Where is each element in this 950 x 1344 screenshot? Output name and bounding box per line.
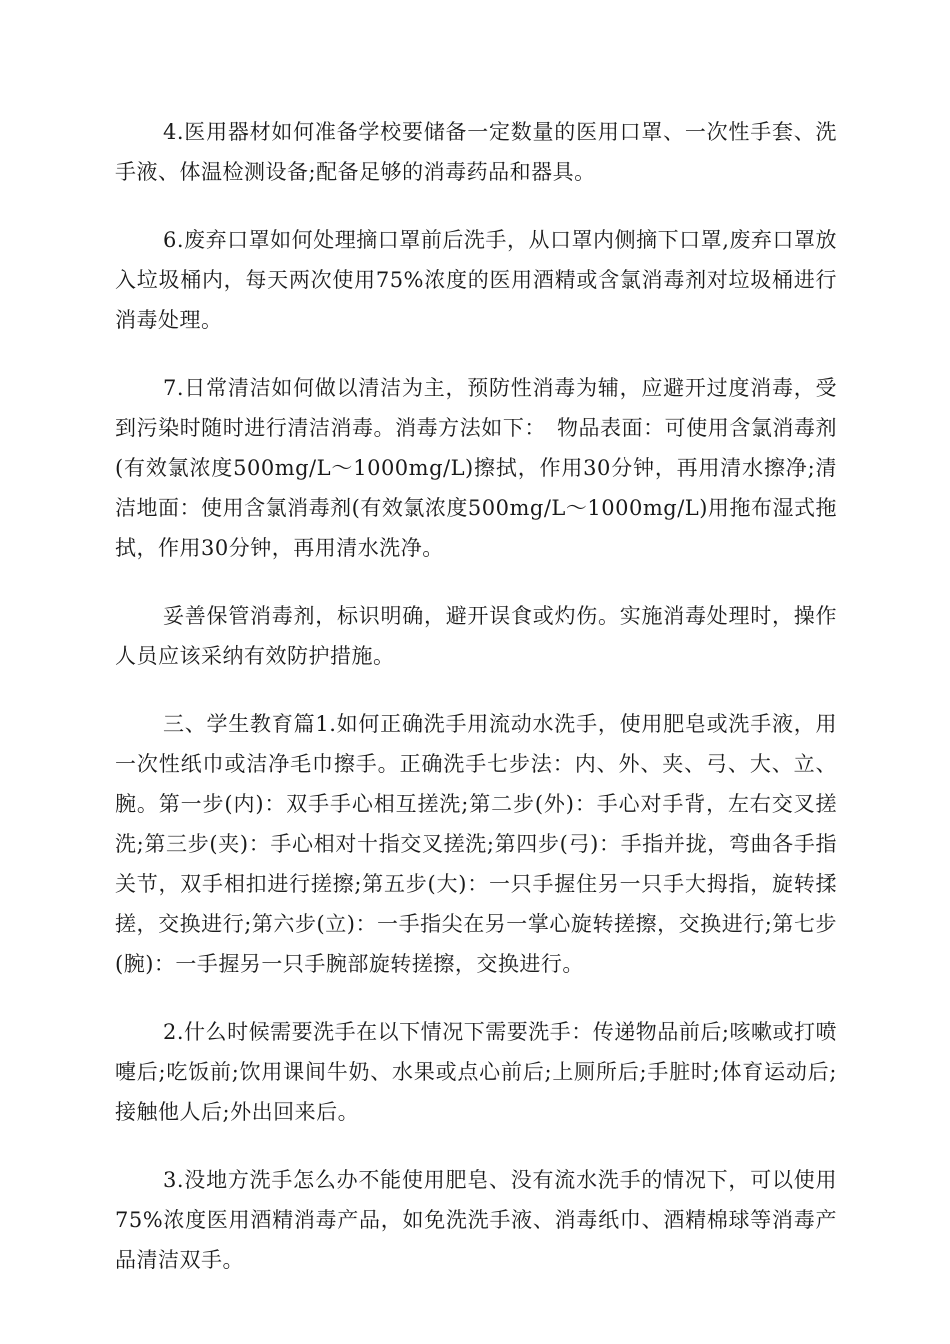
paragraph-handwashing-steps: 三、学生教育篇1.如何正确洗手用流动水洗手，使用肥皂或洗手液，用一次性纸巾或洁净毛巾擦手。正确洗手七步法：内、外、夹、弓、大、立、腕。第一步(内)：双手手心相互搓洗;第二步(外)：手心对手背，左右交叉搓洗;第三步(夹)：手心相对十指交叉搓洗;第四步(弓)：手指并拢，弯曲各手指关节，双手相扣进行搓擦;第五步(大)：一只手握住另一只手大拇指，旋转揉搓，交换进行;第六步(立)：一手指尖在另一掌心旋转搓擦，交换进行;第七步(腕)：一手握另一只手腕部旋转搓擦，交换进行。 (115, 712, 837, 976)
document-page (115, 112, 837, 1308)
paragraph-daily-cleaning: 7.日常清洁如何做以清洁为主，预防性消毒为辅，应避开过度消毒，受到污染时随时进行清洁消毒。消毒方法如下： 物品表面：可使用含氯消毒剂(有效氯浓度500mg/L～1000mg/L)擦拭，作用30分钟，再用清水擦净;清洁地面：使用含氯消毒剂(有效氯浓度500mg/L～1000mg/L)用拖布湿式拖拭，作用30分钟，再用清水洗净。 (115, 376, 837, 560)
paragraph-no-water: 3.没地方洗手怎么办不能使用肥皂、没有流水洗手的情况下，可以使用75%浓度医用酒精消毒产品，如免洗洗手液、消毒纸巾、酒精棉球等消毒产品清洁双手。 (115, 1168, 837, 1272)
paragraph-mask-disposal: 6.废弃口罩如何处理摘口罩前后洗手，从口罩内侧摘下口罩,废弃口罩放入垃圾桶内，每天两次使用75%浓度的医用酒精或含氯消毒剂对垃圾桶进行消毒处理。 (115, 228, 837, 332)
paragraph-medical-supplies: 4.医用器材如何准备学校要储备一定数量的医用口罩、一次性手套、洗手液、体温检测设备;配备足够的消毒药品和器具。 (115, 120, 837, 184)
paragraph-disinfectant-storage: 妥善保管消毒剂，标识明确，避开误食或灼伤。实施消毒处理时，操作人员应该采纳有效防护措施。 (115, 604, 837, 668)
paragraph-when-to-wash: 2.什么时候需要洗手在以下情况下需要洗手：传递物品前后;咳嗽或打喷嚏后;吃饭前;饮用课间牛奶、水果或点心前后;上厕所后;手脏时;体育运动后;接触他人后;外出回来后。 (115, 1020, 837, 1124)
